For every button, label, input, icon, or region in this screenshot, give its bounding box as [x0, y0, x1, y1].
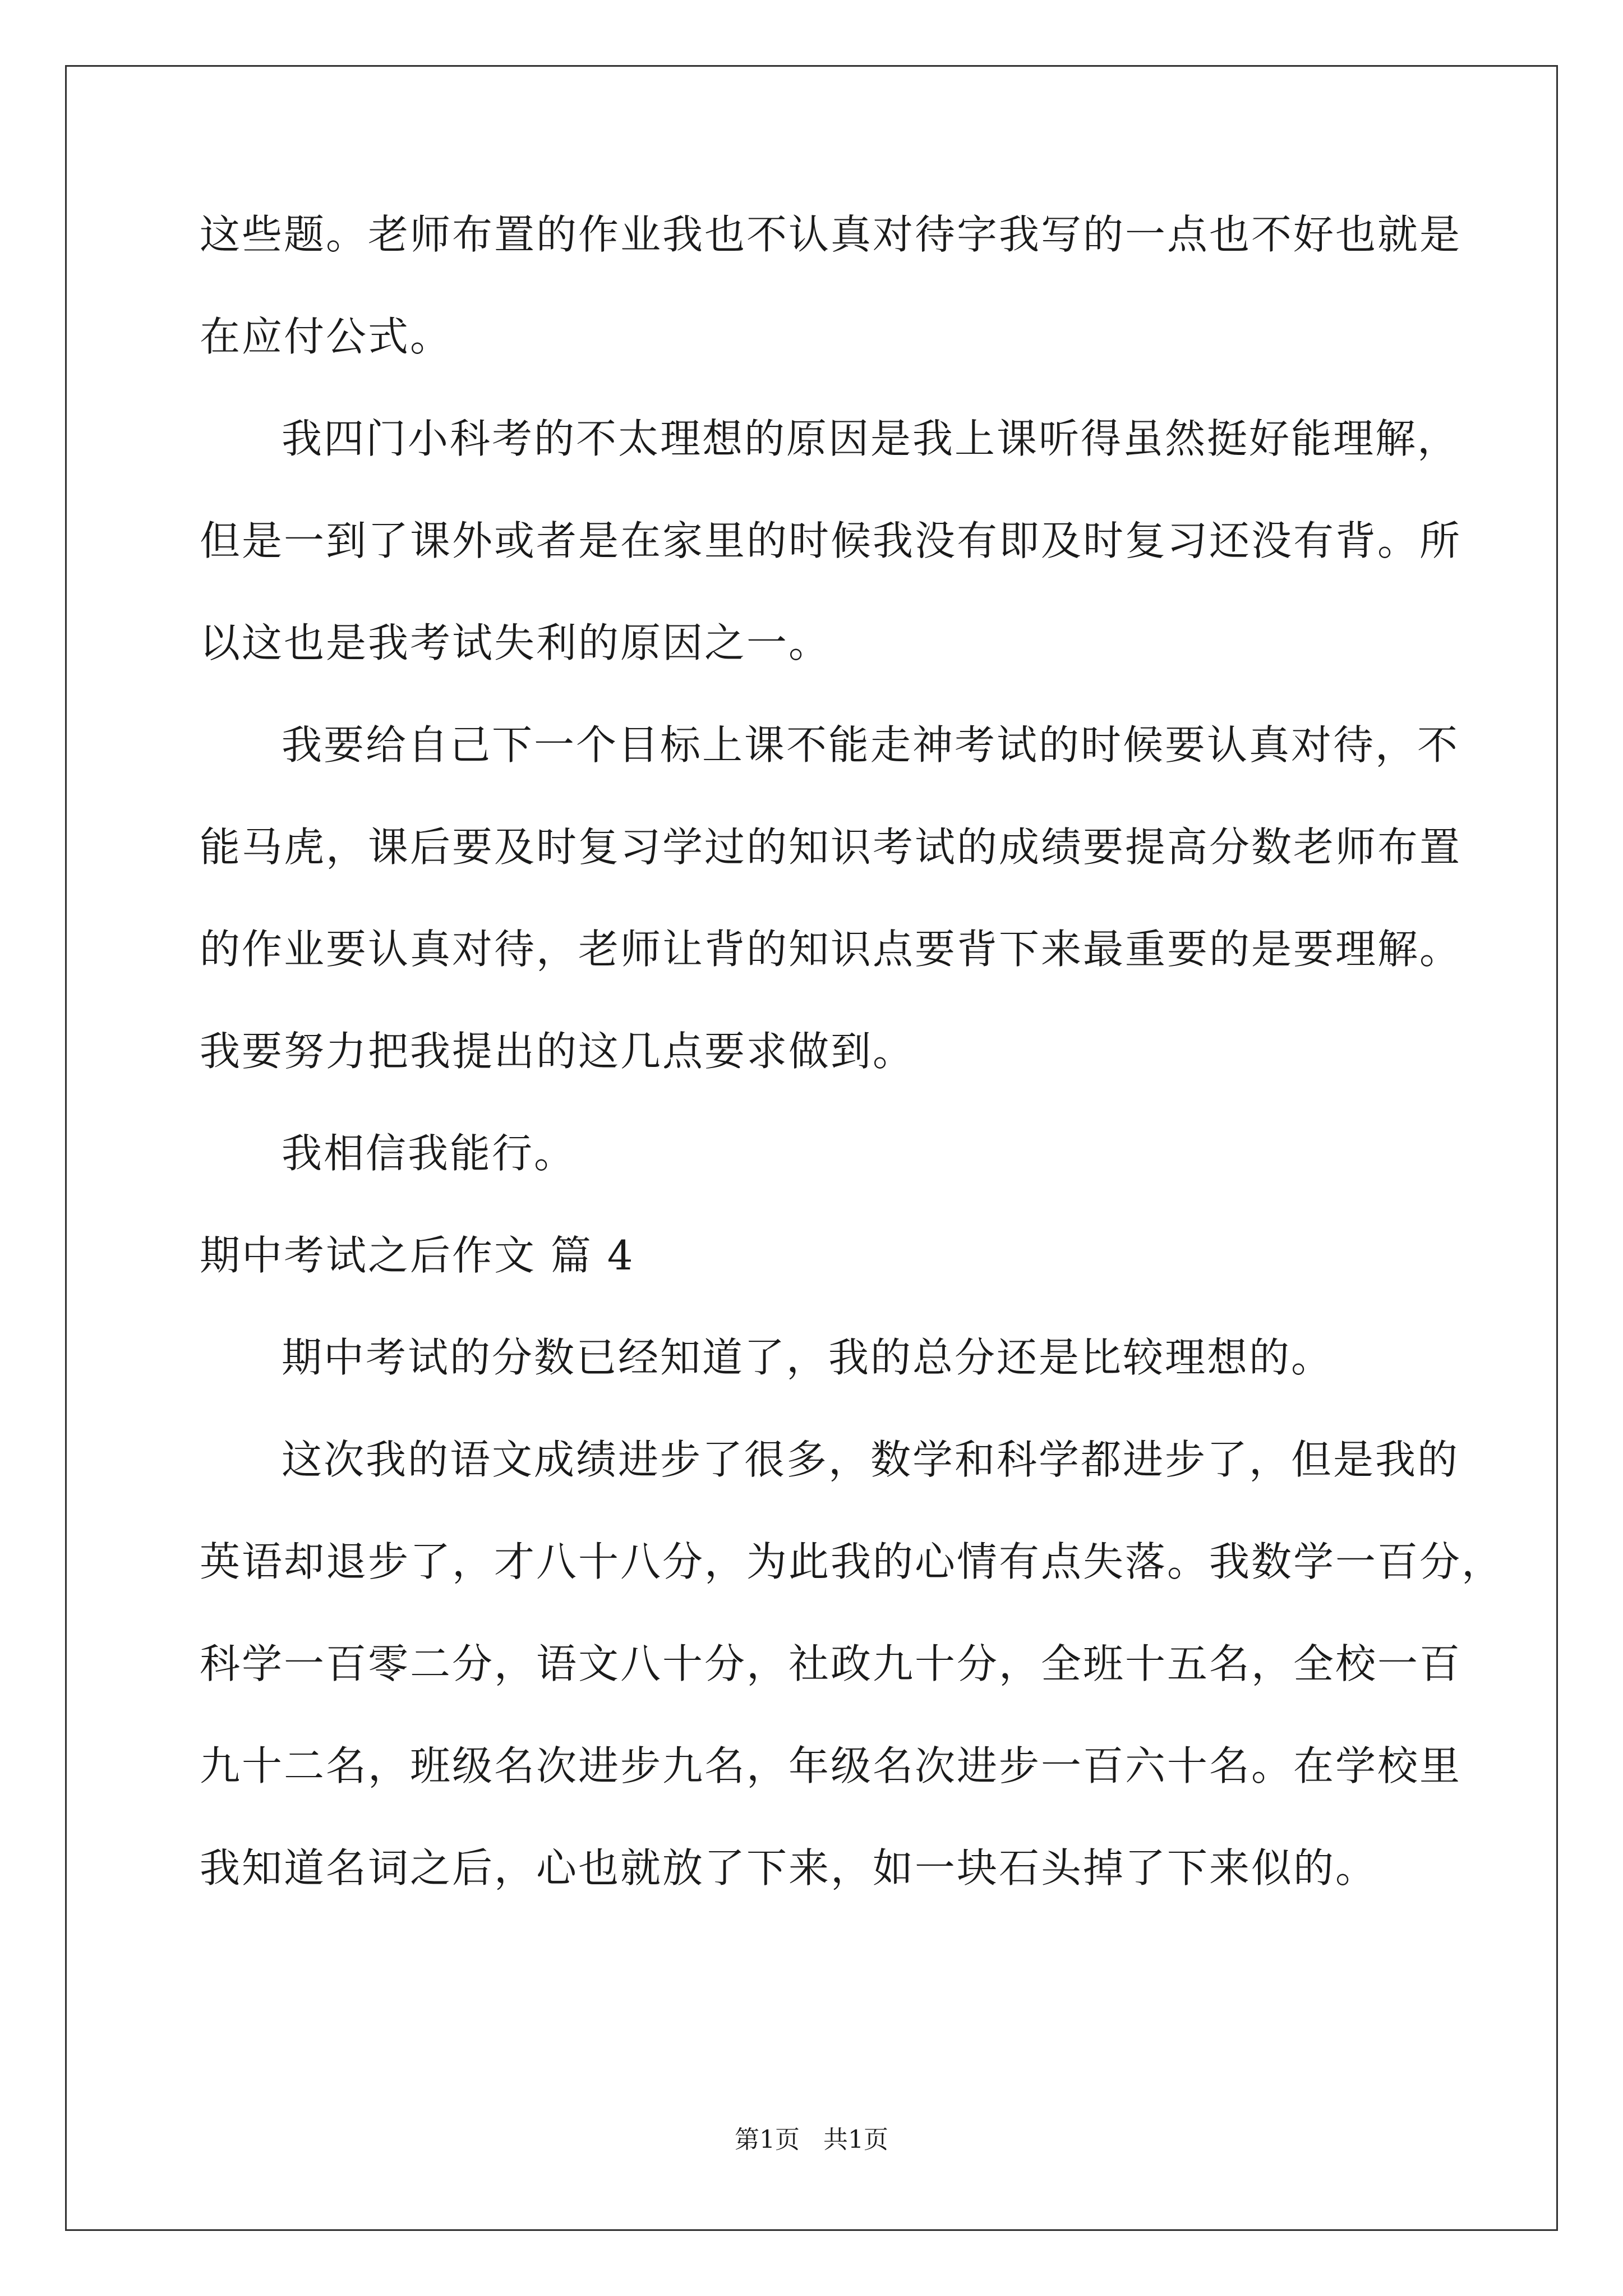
- text-line: 我四门小科考的不太理想的原因是我上课听得虽然挺好能理解，: [282, 415, 1460, 462]
- text-line: 这次我的语文成绩进步了很多，数学和科学都进步了，但是我的: [282, 1436, 1460, 1483]
- text-line: 能马虎，课后要及时复习学过的知识考试的成绩要提高分数老师布置: [200, 823, 1462, 871]
- text-line: 的作业要认真对待，老师让背的知识点要背下来最重要的是要理解。: [200, 926, 1462, 973]
- text-line: 我要给自己下一个目标上课不能走神考试的时候要认真对待，不: [282, 721, 1460, 769]
- text-line: 我相信我能行。: [282, 1130, 577, 1177]
- text-line: 科学一百零二分，语文八十分，社政九十分，全班十五名，全校一百: [200, 1640, 1462, 1687]
- text-line: 期中考试的分数已经知道了，我的总分还是比较理想的。: [282, 1334, 1334, 1381]
- text-line: 我要努力把我提出的这几点要求做到。: [200, 1028, 915, 1075]
- text-line: 英语却退步了，才八十八分，为此我的心情有点失落。我数学一百分，: [200, 1538, 1504, 1585]
- text-line: 在应付公式。: [200, 313, 453, 360]
- text-line: 九十二名，班级名次进步九名，年级名次进步一百六十名。在学校里: [200, 1742, 1462, 1789]
- text-line: 我知道名词之后，心也就放了下来，如一块石头掉了下来似的。: [200, 1844, 1378, 1892]
- text-line: 但是一到了课外或者是在家里的时候我没有即及时复习还没有背。所: [200, 517, 1462, 564]
- text-line: 这些题。老师布置的作业我也不认真对待字我写的一点也不好也就是: [200, 211, 1462, 258]
- page-footer: 第1页 共1页: [735, 2125, 888, 2154]
- text-line: 以这也是我考试失利的原因之一。: [200, 619, 831, 666]
- section-heading: 期中考试之后作文 篇 4: [200, 1232, 635, 1279]
